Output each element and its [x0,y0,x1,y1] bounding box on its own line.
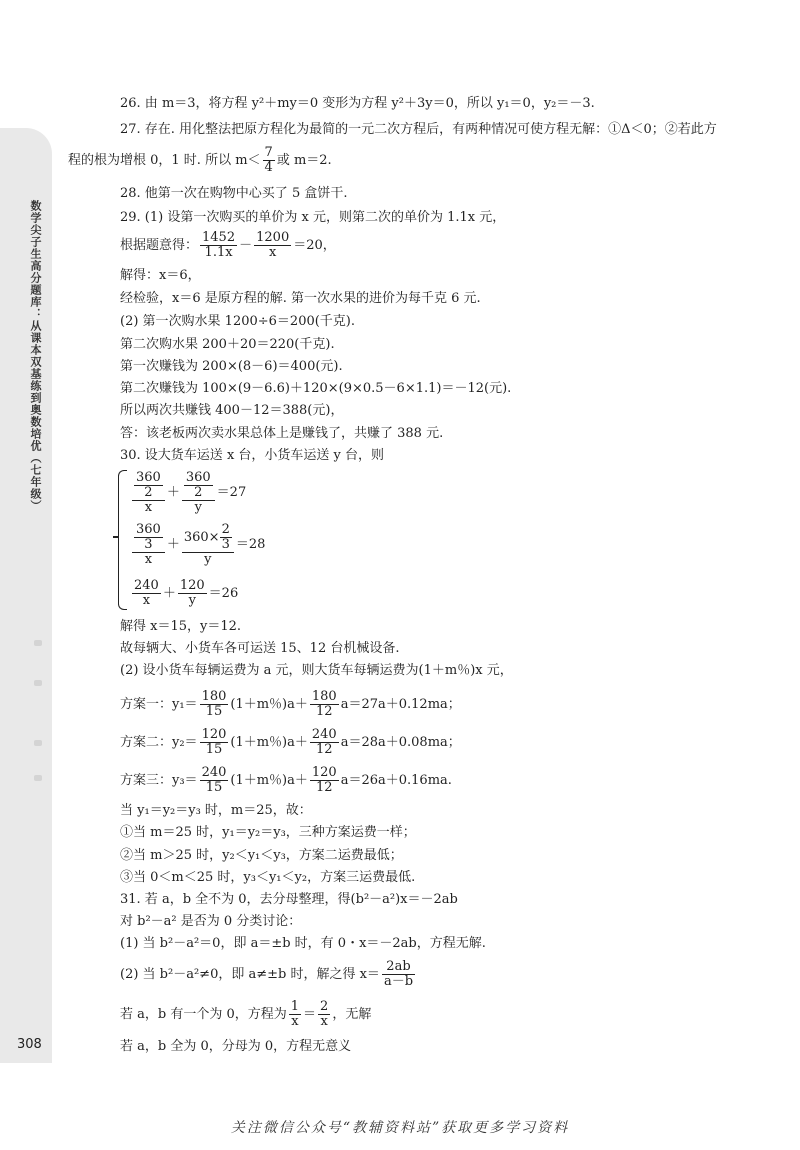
fraction: $\frac{120}{12}$ [311,765,337,795]
answer-29-line5: (2) 第一次购水果 1200÷6＝200(千克). [120,314,356,329]
fraction: $\frac{\frac{360}{2}}{y}$ [182,471,215,515]
answer-30-part2: (2) 设小货车每辆运费为 a 元，则大货车每辆运费为(1＋m％)x 元， [120,663,513,678]
answer-30-line-f: ①当 m＝25 时，y₁＝y₂＝y₃，三种方案运费一样； [120,825,416,840]
plan-1: 方案一：y₁＝ $\frac{180}{15}$ (1＋m％)a＋ $\frac{180}{12}$ a＝27a＋0.12ma； [120,689,461,719]
system-eq-3: $\frac{240}{x}$ ＋ $\frac{120}{y}$ ＝26 [134,578,239,608]
answer-29-line4: 经检验，x＝6 是原方程的解. 第一次水果的进价为每千克 6 元. [120,291,481,306]
fraction: $\frac{\frac{360}{2}}{x}$ [132,471,165,515]
side-tab [0,128,52,1063]
answer-28: 28. 他第一次在购物中心买了 5 盒饼干. [120,186,348,201]
answer-27-line1: 27. 存在. 用化整法把原方程化为最简的一元二次方程后，有两种情况可使方程无解：①Δ＜0；②若此方 [120,122,717,137]
fraction: $\frac{180}{15}$ [201,689,227,719]
answer-31-line4: (2) 当 b²－a²≠0，即 a≠±b 时，解之得 x＝ $\frac{2ab}{a-b}$ [120,959,414,989]
answer-30-line-h: ③当 0＜m＜25 时，y₃＜y₁＜y₂，方案三运费最低. [120,870,416,885]
footer-note: 关注微信公众号“教辅资料站”获取更多学习资料 [230,1120,570,1136]
answer-27-line2: 程的根为增根 0，1 时. 所以 m＜ $\frac{7}{4}$ 或 m＝2. [68,145,332,175]
system-eq-1: $\frac{\frac{360}{2}}{x}$ ＋ $\frac{\frac{360}{2}}{y}$ ＝27 [130,470,246,516]
answer-29-equation: 根据题意得： $\frac{1452}{1.1x}$ － $\frac{1200}{x}$ ＝20， [120,230,336,260]
page-number: 308 [17,1037,42,1052]
fraction: $\frac{240}{x}$ [134,578,159,608]
plan-2: 方案二：y₂＝ $\frac{120}{15}$ (1＋m％)a＋ $\frac{240}{12}$ a＝28a＋0.08ma； [120,727,461,757]
fraction: $\frac{2ab}{a-b}$ [383,959,414,989]
fraction: $\frac{240}{15}$ [201,765,227,795]
answer-31-line2: 对 b²－a² 是否为 0 分类讨论： [120,914,302,929]
answer-29-line3: 解得：x＝6， [120,268,201,283]
answer-26: 26. 由 m＝3，将方程 y²＋my＝0 变形为方程 y²＋3y＝0，所以 y₁＝0，y₂＝－3. [120,96,595,111]
answer-30-conclusion: 故每辆大、小货车各可运送 15、12 台机械设备. [120,641,400,656]
answer-29-line7: 第一次赚钱为 200×(8－6)＝400(元). [120,359,343,374]
fraction: $\frac{240}{12}$ [311,727,337,757]
system-eq-2: $\frac{\frac{360}{3}}{x}$ ＋ 360× $\frac{2}{3}$ y ＝28 [130,522,265,568]
answer-31-line6: 若 a，b 全为 0，分母为 0，方程无意义 [120,1039,352,1054]
equation-brace-tip [113,536,119,538]
fraction: $\frac{180}{12}$ [311,689,337,719]
answer-29-line1: 29. (1) 设第一次购买的单价为 x 元，则第二次的单价为 1.1x 元， [120,210,506,225]
answer-29-line9: 所以两次共赚钱 400－12＝388(元)， [120,403,344,418]
fraction: $\frac{7}{4}$ [264,145,273,175]
fraction: $\frac{2}{x}$ [320,999,329,1029]
fraction: 360× $\frac{2}{3}$ y [182,523,234,567]
answer-31-line3: (1) 当 b²－a²＝0，即 a＝±b 时，有 0・x＝－2ab，方程无解. [120,936,486,951]
tab-mark [34,775,42,781]
answer-30-line-g: ②当 m＞25 时，y₂＜y₁＜y₃，方案二运费最低； [120,848,403,863]
answer-31-line5: 若 a，b 有一个为 0，方程为 $\frac{1}{x}$ ＝ $\frac{2}{x}$ ，无解 [120,999,372,1029]
tab-mark [34,640,42,646]
fraction: $\frac{1}{x}$ [290,999,300,1029]
answer-29-line6: 第二次购水果 200＋20＝220(千克). [120,337,335,352]
fraction: $\frac{1452}{1.1x}$ [202,230,236,260]
side-tab-title: 数学尖子生高分题库：从课本双基练到奥数培优（七年级） [29,200,42,512]
answer-31-line1: 31. 若 a，b 全不为 0，去分母整理，得(b²－a²)x＝－2ab [120,892,458,907]
fraction: $\frac{120}{15}$ [201,727,227,757]
answer-30-line-e: 当 y₁＝y₂＝y₃ 时，m＝25，故： [120,803,312,818]
fraction: $\frac{\frac{360}{3}}{x}$ [132,523,165,567]
answer-29-line8: 第二次赚钱为 100×(9－6.6)＋120×(9×0.5－6×1.1)＝－12(元). [120,381,512,396]
plan-3: 方案三：y₃＝ $\frac{240}{15}$ (1＋m％)a＋ $\frac{120}{12}$ a＝26a＋0.16ma. [120,765,452,795]
equation-brace [118,470,127,610]
answer-30-line1: 30. 设大货车运送 x 台，小货车运送 y 台，则 [120,448,385,463]
tab-mark [34,740,42,746]
answer-29-line10: 答：该老板两次卖水果总体上是赚钱了，共赚了 388 元. [120,426,444,441]
tab-mark [34,680,42,686]
answer-30-solution: 解得 x＝15，y＝12. [120,619,242,634]
fraction: $\frac{120}{y}$ [179,578,205,608]
fraction: $\frac{1200}{x}$ [256,230,290,260]
